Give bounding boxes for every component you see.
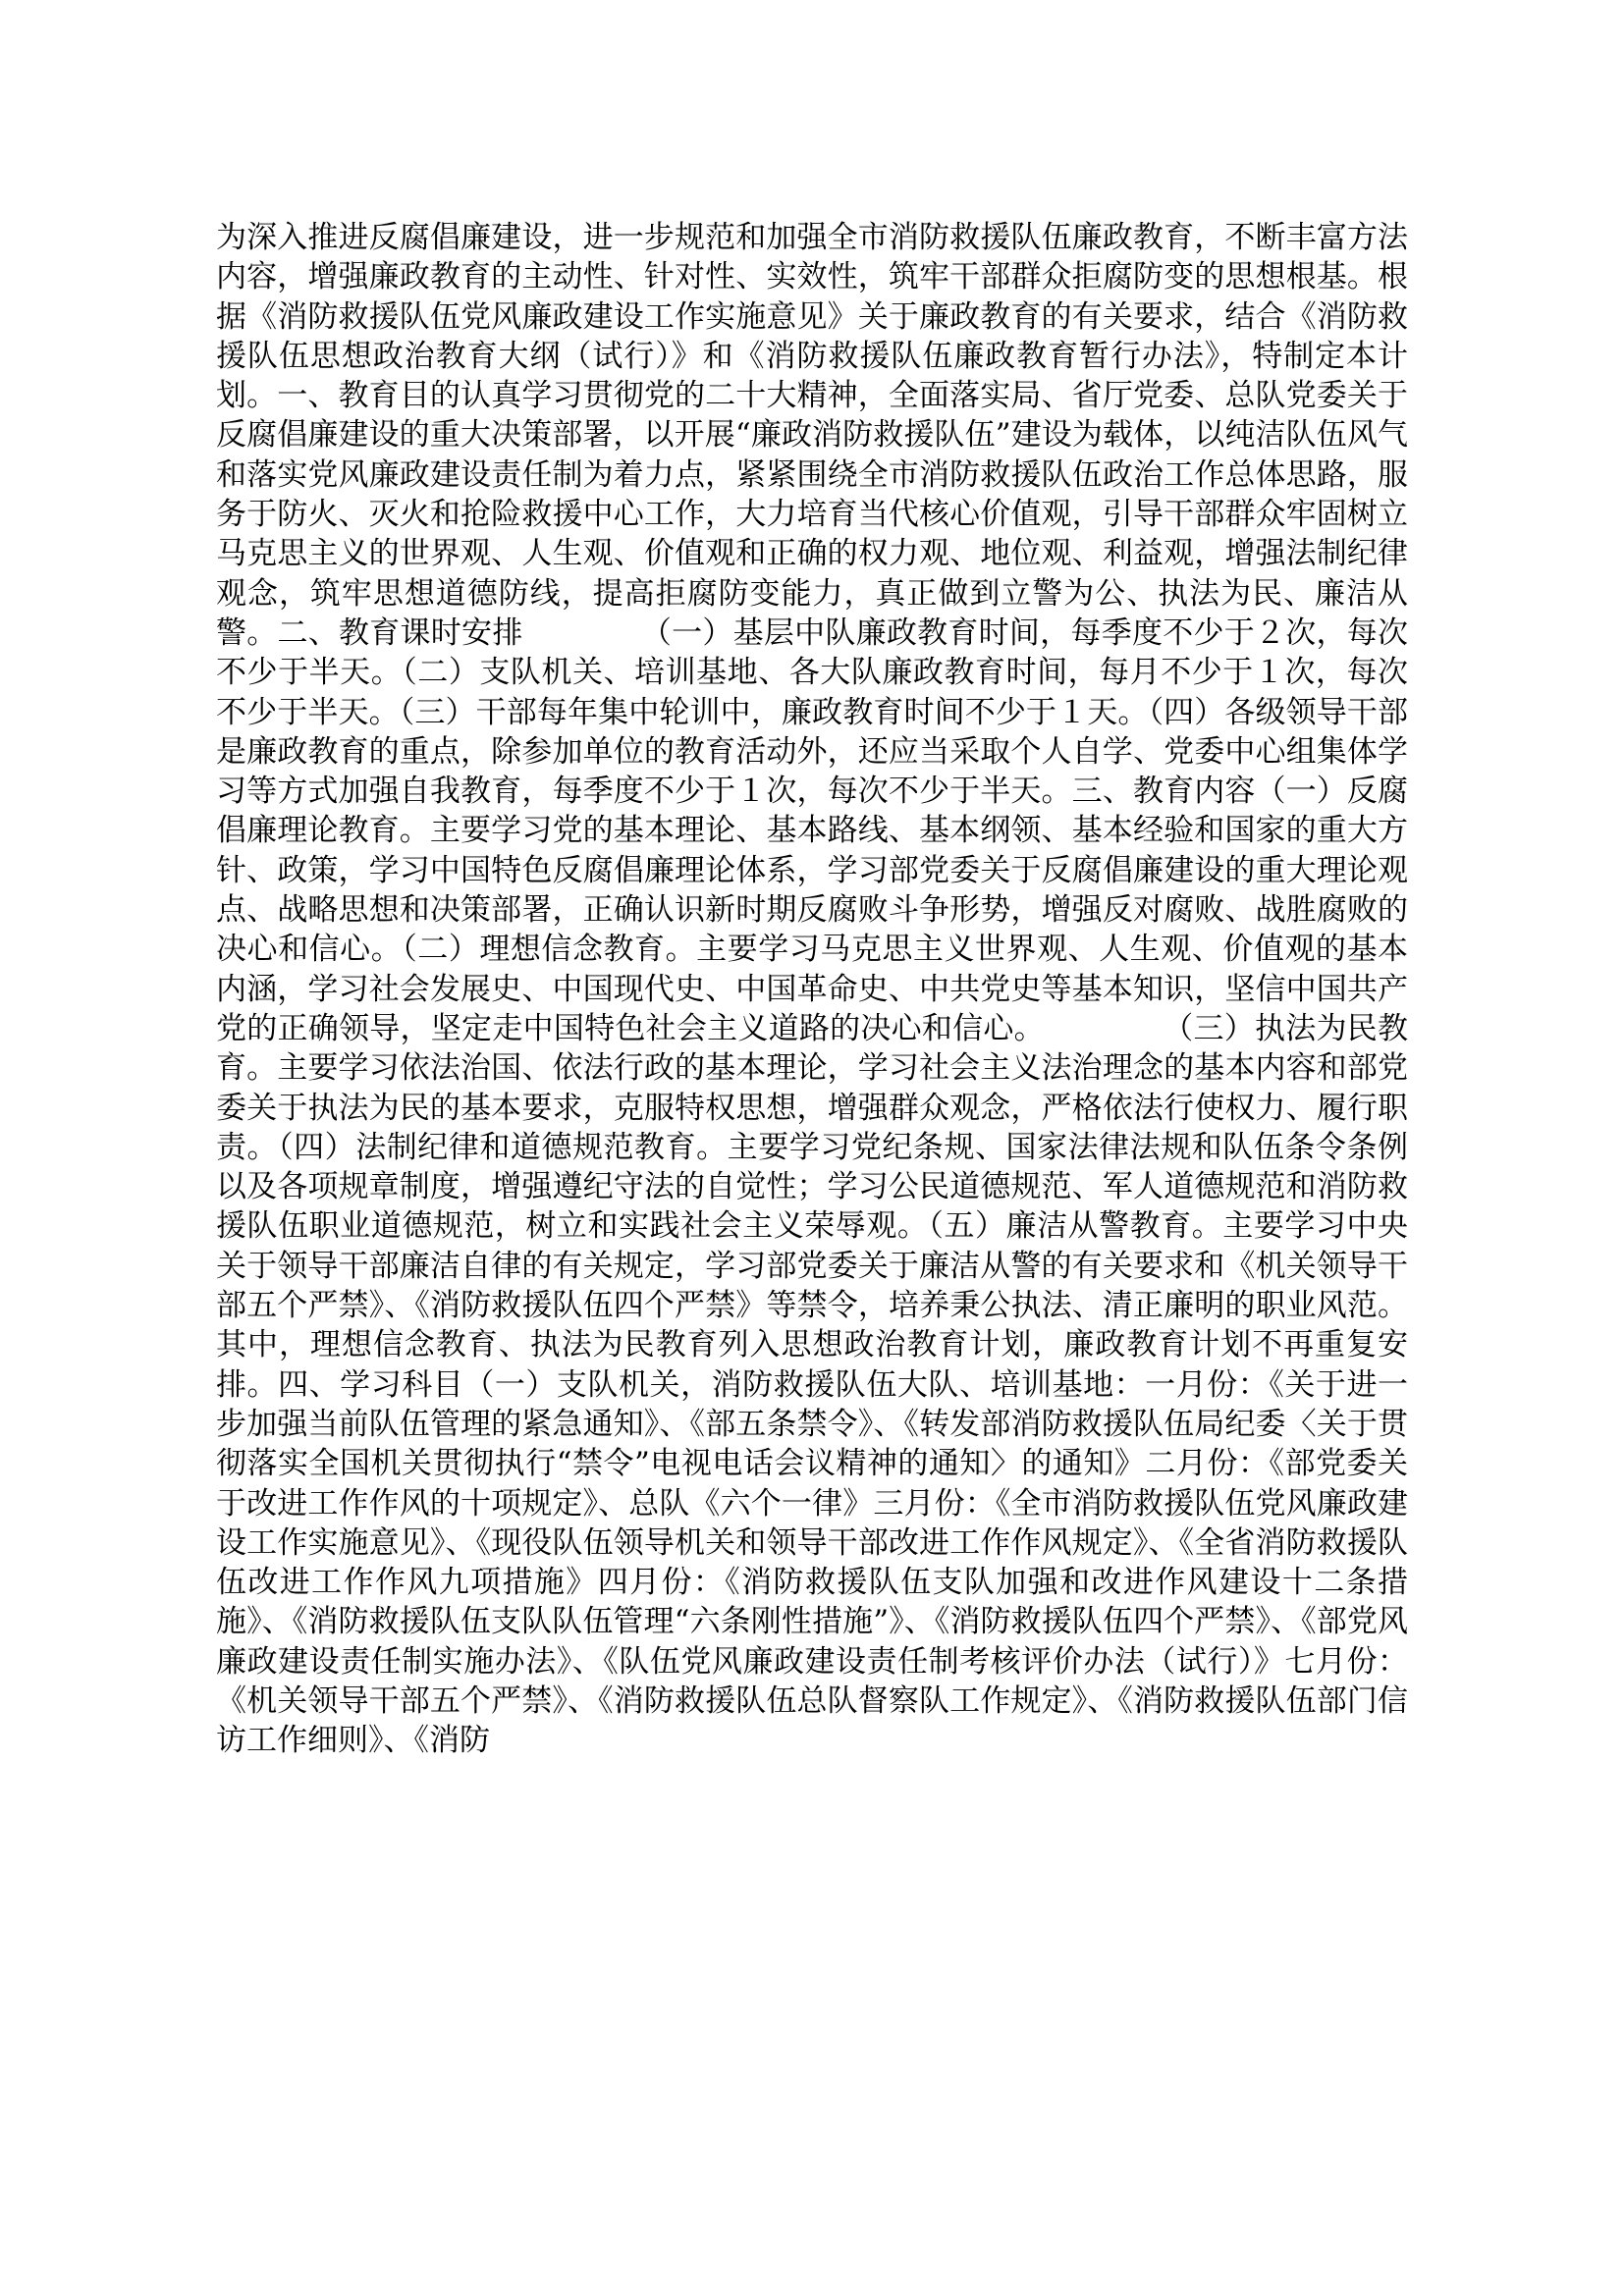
text-run-2: （一）基层中队廉政教育时间，每季度不少于２次，每次不少于半天。（二）支队机关、培训基地、各大队廉政教育时间，每月不少于１次，每次不少于半天。（三）干部每年集中轮训中，廉政教育时间不少于１天。（四）各级领导干部是廉政教育的重点，除参加单位的教育活动外，还应当采取个人自学、党委中心组集体学习等方式加强自我教育，每季度不少于１次，每次不少于半天。三、教育内容（一）反腐倡廉理论教育。主要学习党的基本理论、基本路线、基本纲领、基本经验和国家的重大方针、政策，学习中国特色反腐倡廉理论体系，学习部党委关于反腐倡廉建设的重大理论观点、战略思想和决策部署，正确认识新时期反腐败斗争形势，增强反对腐败、战胜腐败的决心和信心。（二）理想信念教育。主要学习马克思主义世界观、人生观、价值观的基本内涵，学习社会发展史、中国现代史、中国革命史、中共党史等基本知识，坚信中国共产党的正确领导，坚定走中国特色社会主义道路的决心和信心。	[216, 614, 1409, 1046]
text-run-1: 为深入推进反腐倡廉建设，进一步规范和加强全市消防救援队伍廉政教育，不断丰富方法内容，增强廉政教育的主动性、针对性、实效性，筑牢干部群众拒腐防变的思想根基。根据《消防救援队伍党风廉政建设工作实施意见》关于廉政教育的有关要求，结合《消防救援队伍思想政治教育大纲（试行）》和《消防救援队伍廉政教育暂行办法》，特制定本计划。一、教育目的认真学习贯彻党的二十大精神，全面落实局、省厅党委、总队党委关于反腐倡廉建设的重大决策部署，以开展“廉政消防救援队伍”建设为载体，以纯洁队伍风气和落实党风廉政建设责任制为着力点，紧紧围绕全市消防救援队伍政治工作总体思路，服务于防火、灭火和抢险救援中心工作，大力培育当代核心价值观，引导干部群众牢固树立马克思主义的世界观、人生观、价值观和正确的权力观、地位观、利益观，增强法制纪律观念，筑牢思想道德防线，提高拒腐防变能力，真正做到立警为公、执法为民、廉洁从警。二、教育课时安排	[216, 220, 1408, 651]
text-run-3: （三）执法为民教育。主要学习依法治国、依法行政的基本理论，学习社会主义法治理念的基本内容和部党委关于执法为民的基本要求，克服特权思想，增强群众观念，严格依法行使权力、履行职责。（四）法制纪律和道德规范教育。主要学习党纪条规、国家法律法规和队伍条令条例以及各项规章制度，增强遵纪守法的自觉性；学习公民道德规范、军人道德规范和消防救援队伍职业道德规范，树立和实践社会主义荣辱观。（五）廉洁从警教育。主要学习中央关于领导干部廉洁自律的有关规定，学习部党委关于廉洁从警的有关要求和《机关领导干部五个严禁》、《消防救援队伍四个严禁》等禁令，培养秉公执法、清正廉明的职业风范。其中，理想信念教育、执法为民教育列入思想政治教育计划，廉政教育计划不再重复安排。四、学习科目（一）支队机关，消防救援队伍大队、培训基地：一月份：《关于进一步加强当前队伍管理的紧急通知》、《部五条禁令》、《转发部消防救援队伍局纪委〈关于贯彻落实全国机关贯彻执行“禁令”电视电话会议精神的通知〉的通知》二月份：《部党委关于改进工作作风的十项规定》、总队《六个一律》三月份：《全市消防救援队伍党风廉政建设工作实施意见》、《现役队伍领导机关和领导干部改进工作作风规定》、《全省消防救援队伍改进工作作风九项措施》四月份：《消防救援队伍支队加强和改进作风建设十二条措施》、《消防救援队伍支队队伍管理“六条刚性措施”》、《消防救援队伍四个严禁》、《部党风廉政建设责任制实施办法》、《队伍党风廉政建设责任制考核评价办法（试行）》七月份：《机关领导干部五个严禁》、《消防救援队伍总队督察队工作规定》、《消防救援队伍部门信访工作细则》、《消防	[216, 1010, 1409, 1759]
body-paragraph	[216, 218, 1408, 1761]
